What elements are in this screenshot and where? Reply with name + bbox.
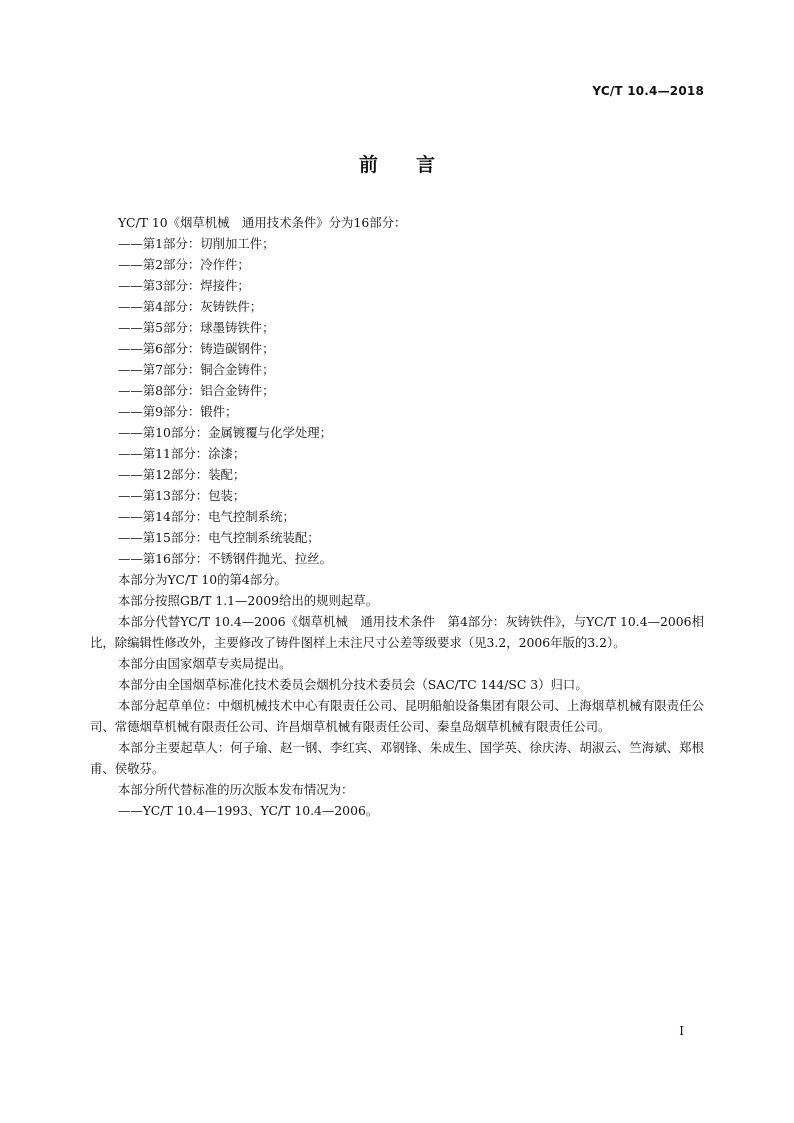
- list-item: ——第11部分：涂漆；: [118, 446, 246, 461]
- drafting-units-paragraph: 本部分起草单位：中烟机械技术中心有限责任公司、昆明船舶设备集团有限公司、上海烟草机械有限责任公司、常德烟草机械有限责任公司、许昌烟草机械有限责任公司、秦皇岛烟草机械有限责任公司。: [90, 698, 704, 734]
- list-item: ——第2部分：冷作件；: [118, 257, 250, 272]
- list-item: ——第16部分：不锈钢件抛光、拉丝。: [118, 551, 333, 566]
- history-intro-paragraph: 本部分所代替标准的历次版本发布情况为：: [118, 782, 354, 797]
- list-item: ——第3部分：焊接件；: [118, 278, 250, 293]
- replacement-paragraph: 本部分代替YC/T 10.4—2006《烟草机械 通用技术条件 第4部分：灰铸铁件》，与YC/T 10.4—2006相比，除编辑性修改外，主要修改了铸件图样上未注尺寸公差等级要求（见3.2，2006年版的3.2）。: [90, 614, 704, 650]
- list-item: ——第12部分：装配；: [118, 467, 246, 482]
- list-item: ——第5部分：球墨铸铁件；: [118, 320, 275, 335]
- list-item: ——第1部分：切削加工件；: [118, 236, 275, 251]
- list-item: ——第14部分：电气控制系统；: [118, 509, 295, 524]
- history-list-item: ——YC/T 10.4—1993、YC/T 10.4—2006。: [118, 803, 379, 818]
- list-item: ——第10部分：金属镀覆与化学处理；: [118, 425, 333, 440]
- proposed-by-paragraph: 本部分由国家烟草专卖局提出。: [118, 656, 292, 671]
- intro-paragraph: YC/T 10《烟草机械 通用技术条件》分为16部分：: [118, 215, 407, 230]
- standard-code-header: YC/T 10.4—2018: [592, 84, 704, 98]
- list-item: ——第13部分：包装；: [118, 488, 246, 503]
- foreword-body: [90, 212, 704, 821]
- page-title: 前言: [358, 154, 473, 176]
- list-item: ——第9部分：锻件；: [118, 404, 238, 419]
- drafting-rules-paragraph: 本部分按照GB/T 1.1—2009给出的规则起草。: [118, 593, 379, 608]
- list-item: ——第6部分：铸造碳钢件；: [118, 341, 275, 356]
- page-number: I: [679, 1024, 684, 1038]
- drafters-paragraph: 本部分主要起草人：何子瑜、赵一钢、李红宾、邓钢锋、朱成生、国学英、徐庆涛、胡淑云、竺海斌、郑根甫、侯敬芬。: [90, 740, 704, 776]
- list-item: ——第15部分：电气控制系统装配；: [118, 530, 320, 545]
- list-item: ——第7部分：铜合金铸件；: [118, 362, 275, 377]
- jurisdiction-paragraph: 本部分由全国烟草标准化技术委员会烟机分技术委员会（SAC/TC 144/SC 3）归口。: [118, 677, 588, 692]
- parts-list: [90, 233, 704, 569]
- list-item: ——第4部分：灰铸铁件；: [118, 299, 263, 314]
- part-of-paragraph: 本部分为YC/T 10的第4部分。: [118, 572, 287, 587]
- list-item: ——第8部分：铝合金铸件；: [118, 383, 275, 398]
